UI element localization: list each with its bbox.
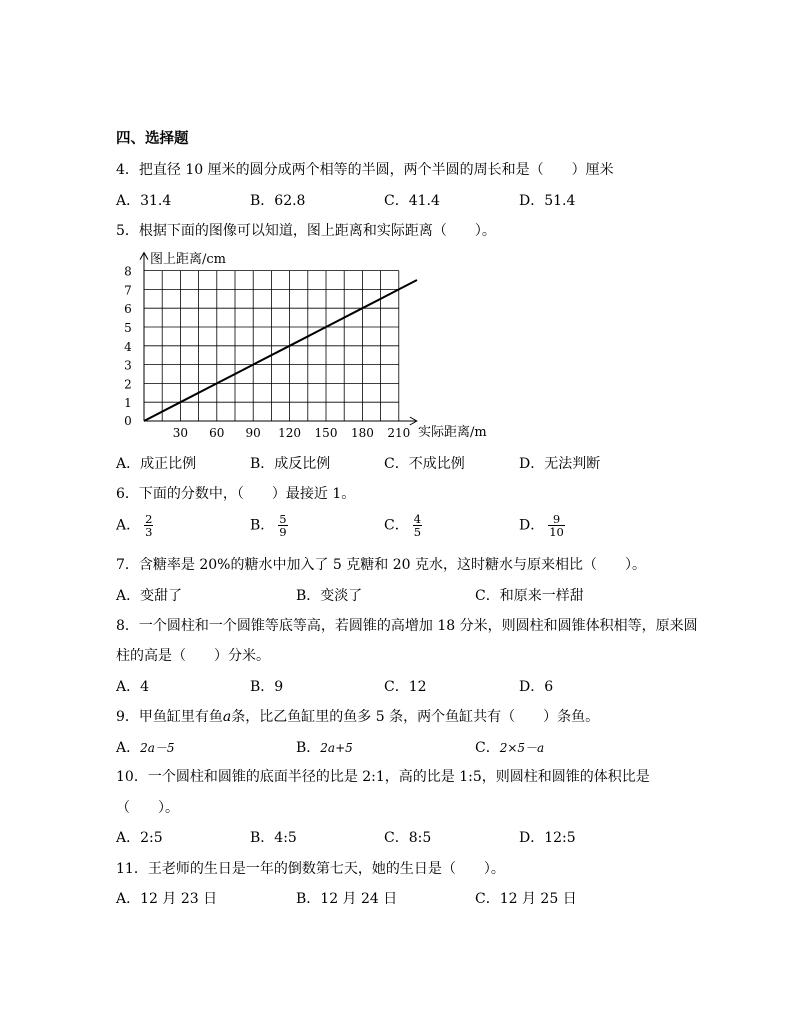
option-label: C． [475, 740, 500, 756]
question-11-stem: 11．王老师的生日是一年的倒数第七天，她的生日是（ ）。 [116, 861, 505, 877]
chart-grid [144, 271, 399, 421]
y-tick-label: 3 [124, 358, 132, 373]
question-5-stem: 5．根据下面的图像可以知道，图上距离和实际距离（ ）。 [116, 223, 496, 239]
y-tick-label: 4 [124, 339, 132, 354]
numerator: 5 [279, 512, 287, 526]
question-6-stem: 6．下面的分数中，（ ）最接近 1。 [116, 486, 356, 502]
option-label: D． [519, 517, 545, 534]
y-tick-label: 7 [124, 283, 132, 298]
option-label: B． [250, 517, 275, 534]
y-tick-label: 0 [124, 414, 132, 428]
question-5-option-d[interactable]: D．无法判断 [519, 456, 601, 472]
chart-ticks [124, 265, 410, 440]
question-9-option-c[interactable] [475, 739, 544, 757]
question-4-stem: 4．把直径 10 厘米的圆分成两个相等的半圆，两个半圆的周长和是（ ）厘米 [116, 162, 614, 178]
question-7-option-c[interactable]: C．和原来一样甜 [475, 588, 584, 604]
question-9-stem-post: 条，比乙鱼缸里的鱼多 5 条，两个鱼缸共有（ ）条鱼。 [231, 709, 600, 725]
variable-a: a [222, 709, 232, 725]
x-tick-label: 30 [172, 426, 189, 440]
numerator: 4 [413, 512, 422, 526]
section-title: 四、选择题 [116, 130, 189, 147]
x-tick-label: 180 [350, 426, 374, 440]
question-4-option-d[interactable]: D．51.4 [519, 193, 576, 209]
question-11-option-c[interactable]: C．12 月 25 日 [475, 891, 577, 907]
chart-y-axis-label: 图上距离/cm [150, 252, 226, 267]
y-tick-label: 5 [124, 321, 132, 335]
question-10-stem-line2: （ ）。 [116, 800, 179, 816]
y-tick-label: 2 [124, 377, 132, 392]
question-6-option-a[interactable] [116, 513, 153, 538]
question-11-option-b[interactable]: B．12 月 24 日 [296, 891, 398, 907]
option-label: B． [296, 740, 321, 756]
question-8-option-c[interactable]: C．12 [384, 679, 427, 695]
option-label: A． [116, 517, 141, 534]
denominator: 9 [279, 525, 287, 539]
question-9-option-b[interactable] [296, 739, 353, 757]
option-expression: 2a－5 [140, 741, 175, 755]
x-tick-label: 120 [278, 426, 302, 440]
fraction [144, 513, 153, 538]
question-11-option-a[interactable]: A．12 月 23 日 [116, 891, 218, 907]
question-6-option-c[interactable] [384, 513, 422, 538]
question-4-option-a[interactable]: A．31.4 [116, 193, 172, 209]
question-10-stem-line1: 10．一个圆柱和圆锥的底面半径的比是 2:1，高的比是 1:5，则圆柱和圆锥的体积比是 [116, 769, 650, 785]
x-tick-label: 150 [314, 426, 338, 440]
question-10-option-b[interactable]: B．4:5 [250, 830, 297, 846]
option-expression: 2a+5 [320, 741, 353, 755]
chart-x-axis-label: 实际距离/m [418, 425, 487, 440]
y-tick-label: 6 [124, 302, 132, 317]
question-10-option-c[interactable]: C．8:5 [384, 830, 432, 846]
y-tick-label: 1 [124, 396, 132, 411]
question-4-option-c[interactable]: C．41.4 [384, 193, 440, 209]
question-5-option-b[interactable]: B．成反比例 [250, 456, 331, 472]
question-9-option-a[interactable] [116, 739, 175, 757]
question-7-option-b[interactable]: B．变淡了 [296, 588, 363, 604]
option-label: A． [116, 740, 141, 756]
denominator: 5 [413, 525, 422, 539]
question-10-option-d[interactable]: D．12:5 [519, 830, 576, 846]
x-tick-label: 90 [245, 426, 261, 440]
series-line [144, 280, 417, 421]
denominator: 3 [145, 525, 153, 539]
fraction [548, 513, 565, 538]
option-label: C． [384, 517, 409, 534]
question-8-option-b[interactable]: B．9 [250, 679, 284, 695]
question-7-stem: 7．含糖率是 20%的糖水中加入了 5 克糖和 20 克水，这时糖水与原来相比（ ）。 [116, 557, 646, 573]
question-5-option-a[interactable]: A．成正比例 [116, 456, 197, 472]
question-8-stem-line2: 柱的高是（ ）分米。 [116, 648, 270, 664]
chart-series [144, 280, 417, 421]
x-tick-label: 210 [387, 426, 411, 440]
x-tick-label: 60 [209, 426, 225, 440]
question-10-option-a[interactable]: A．2:5 [116, 830, 163, 846]
question-6-option-d[interactable] [519, 513, 565, 538]
question-8-stem-line1: 8．一个圆柱和一个圆锥等底等高，若圆锥的高增加 18 分米，则圆柱和圆锥体积相等，原来圆 [116, 618, 698, 634]
denominator: 10 [549, 525, 564, 539]
question-9-stem-pre: 9．甲鱼缸里有鱼 [116, 709, 223, 725]
fraction [278, 513, 287, 538]
y-tick-label: 8 [124, 264, 132, 279]
question-9-stem [116, 708, 599, 726]
question-5-option-c[interactable]: C．不成比例 [384, 456, 465, 472]
chart-axes [140, 253, 417, 425]
numerator: 9 [548, 513, 565, 526]
question-7-option-a[interactable]: A．变甜了 [116, 588, 183, 604]
distance-line-chart [110, 245, 500, 445]
numerator: 2 [145, 512, 153, 526]
fraction [413, 513, 422, 538]
option-expression: 2×5－a [499, 741, 545, 755]
question-8-option-a[interactable]: A．4 [116, 679, 150, 695]
question-6-option-b[interactable] [250, 513, 288, 538]
question-4-option-b[interactable]: B．62.8 [250, 193, 306, 209]
question-8-option-d[interactable]: D．6 [519, 679, 554, 695]
